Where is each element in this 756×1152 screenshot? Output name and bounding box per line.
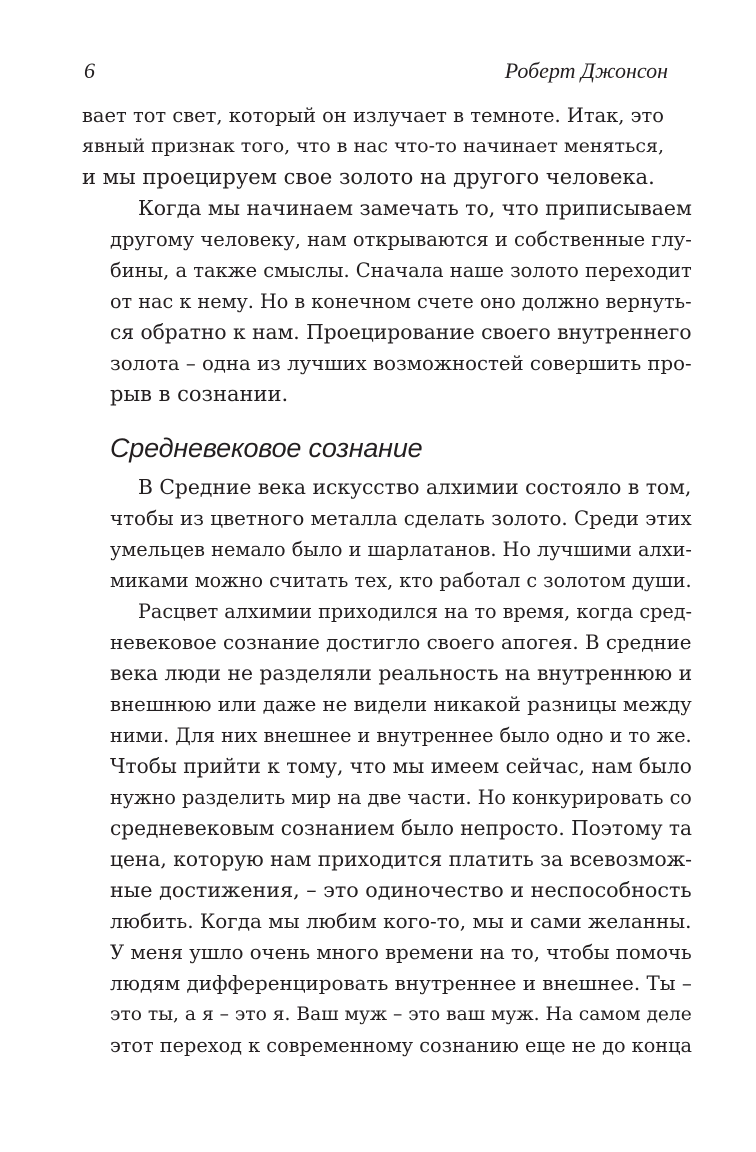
text-line: средневековым сознанием было непросто. Поэтому та [110, 816, 693, 840]
text-line: Чтобы прийти к тому, что мы имеем сейчас, нам было [110, 754, 692, 778]
text-line: это ты, а я – это я. Ваш муж – это ваш муж. На самом деле [110, 1004, 692, 1025]
text-block-top [82, 100, 692, 410]
text-line: от нас к нему. Но в конечном счете оно должно вернуть- [110, 290, 692, 313]
text-line: Когда мы начинаем замечать то, что приписываем [138, 196, 692, 220]
paragraph [82, 193, 692, 410]
text-line: цена, которую нам приходится платить за всевозмож- [110, 847, 693, 871]
text-line: Расцвет алхимии приходился на то время, когда сред- [138, 600, 693, 623]
text-line: этот переход к современному сознанию еще не до конца [110, 1034, 692, 1057]
section-heading: Средневековое сознание [110, 433, 423, 463]
text-line: В Средние века искусство алхимии состояло в том, [138, 475, 692, 499]
text-line: чтобы из цветного металла сделать золото. Среди этих [110, 507, 692, 530]
text-line: другому человеку, нам открываются и собственные глу- [110, 228, 692, 251]
running-head-author: Роберт Джонсон [504, 58, 668, 83]
text-line: внешнюю или даже не видели никакой разницы между [110, 693, 692, 716]
text-line: ними. Для них внешнее и внутреннее было одно и то же. [110, 724, 692, 747]
text-line: явный признак того, что в нас что-то начинает меняться, [82, 135, 664, 157]
text-line: любить. Когда мы любим кого-то, мы и сами желанны. [110, 909, 692, 933]
text-line: ся обратно к нам. Проецирование своего внутреннего [110, 320, 692, 344]
text-line: миками можно считать тех, кто работал с золотом души. [110, 569, 692, 592]
text-line: ные достижения, – это одиночество и неспособность [110, 878, 692, 902]
text-line: рыв в сознании. [110, 382, 289, 406]
text-line: золота – одна из лучших возможностей совершить про- [110, 352, 692, 375]
text-line: вает тот свет, который он излучает в темноте. Итак, это [82, 104, 664, 127]
paragraph [82, 596, 693, 1061]
text-line: умельцев немало было и шарлатанов. Но лучшими алхи- [110, 538, 692, 561]
text-line: людям дифференцировать внутреннее и внешнее. Ты – [110, 972, 692, 995]
page-header [84, 58, 668, 90]
text-line: и мы проецируем свое золото на другого человека. [82, 165, 655, 189]
paragraph-continuation [82, 100, 664, 193]
text-block-bottom [82, 472, 693, 1061]
text-line: невековое сознание достигло своего апогея. В средние [110, 631, 692, 654]
paragraph [82, 472, 692, 596]
text-line: века люди не разделяли реальность на внутреннюю и [110, 661, 693, 685]
text-line: У меня ушло очень много времени на то, чтобы помочь [110, 941, 692, 964]
text-line: бины, а также смыслы. Сначала наше золото переходит [110, 259, 692, 282]
text-line: нужно разделить мир на две части. Но конкурировать со [110, 786, 692, 809]
page-number: 6 [84, 58, 95, 83]
